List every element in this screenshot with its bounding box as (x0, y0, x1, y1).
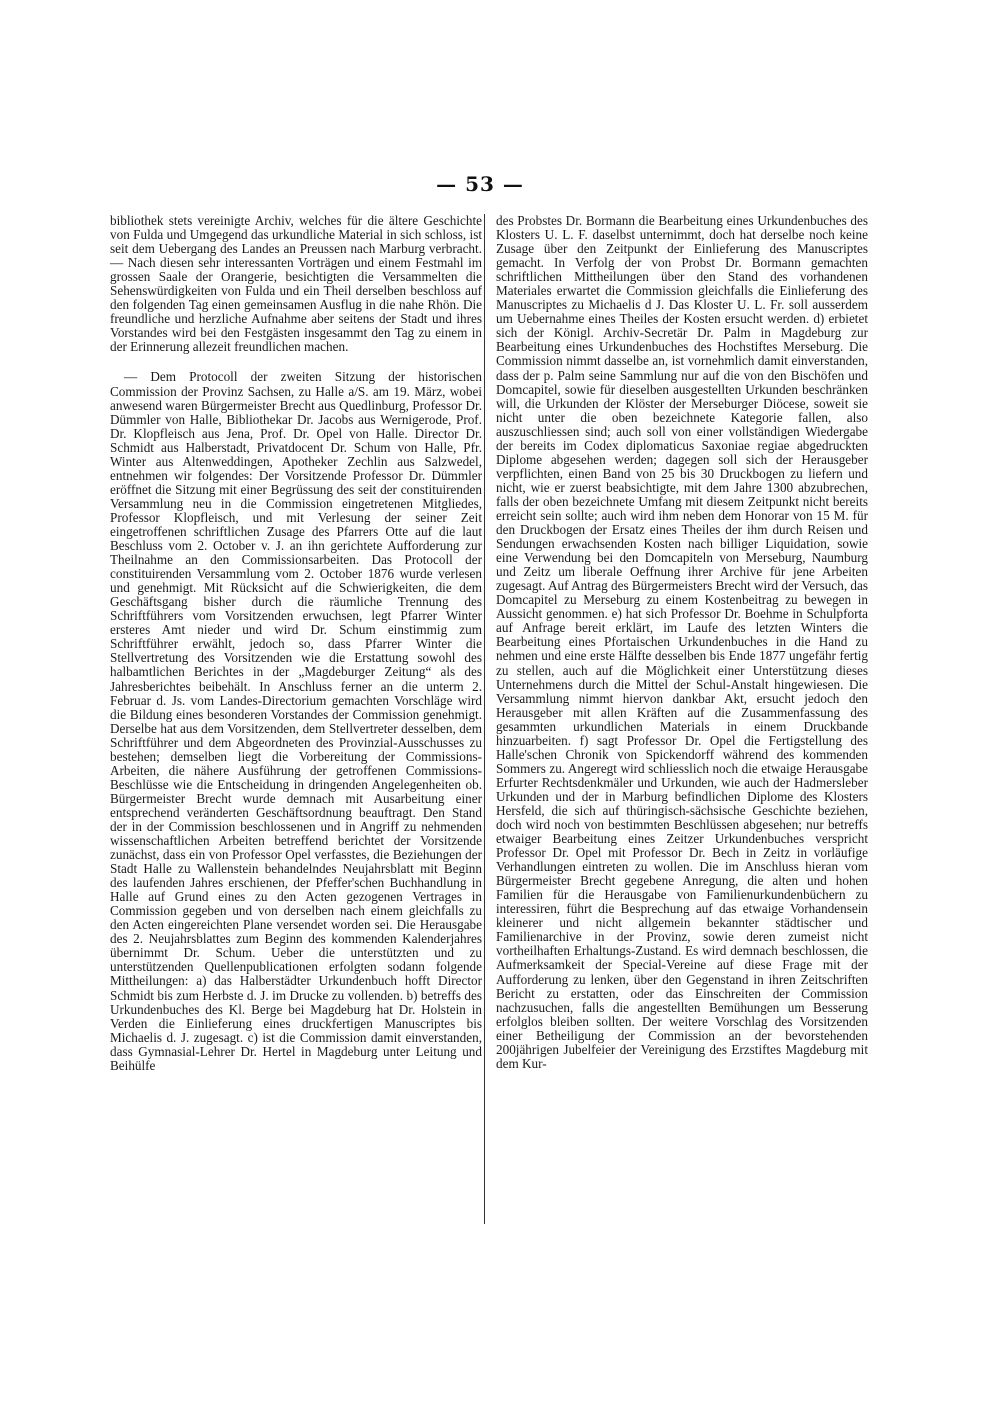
left-paragraph-2: — Dem Protocoll der zweiten Sitzung der historischen Commission der Provinz Sachsen, zu Halle a/S. am 19. März, wobei anwesend waren Bürgermeister Brecht aus Quedlinburg, Professor Dr. Dümmler von Halle, Bibliothekar Dr. Jacobs aus Wernigerode, Prof. Dr. Klopfleisch aus Jena, Prof. Dr. Opel von Halle. Director Dr. Schmidt aus Halberstadt, Privatdocent Dr. Schum von Halle, Pfr. Winter aus Altenweddingen, Apotheker Zechlin aus Salzwedel, entnehmen wir folgendes: Der Vorsitzende Professor Dr. Dümmler eröffnet die Sitzung mit einer Begrüssung des seit der constituirenden Versammlung neu in die Commission eingetretenen Mitgliedes, Professor Klopfleisch, und mit Verlesung der seiner Zeit eingetroffenen schriftlichen Zusage des Pfarrers Otte auf die laut Beschluss vom 2. October v. J. an ihn gerichtete Aufforderung zur Theilnahme an den Commissionsarbeiten. Das Protocoll der constituirenden Versammlung vom 2. October 1876 wurde verlesen und genehmigt. Mit Rücksicht auf die Schwierigkeiten, die dem Geschäftsgang bisher durch die räumliche Trennung des Schriftführers vom Vorsitzenden erwuchsen, legt Pfarrer Winter ersteres Amt nieder und wird Dr. Schum einstimmig zum Schriftführer erwählt, jedoch so, dass Pfarrer Winter die Stellvertretung des Vorsitzenden wie die Erstattung sowohl des halbamtlichen Berichtes in der „Magdeburger Zeitung“ als des Jahresberichtes beibehält. In Anschluss ferner an die unterm 2. Februar d. Js. vom Landes-Directorium gemachten Vorschläge wird die Bildung eines besonderen Vorstandes der Commission genehmigt. Derselbe hat aus dem Vorsitzenden, dem Stellvertreter desselben, dem Schriftführer und dem Abgeordneten des Provinzial-Ausschusses zu bestehen; demselben liegt die Vorbereitung der Commissions-Arbeiten, die nähere Ausführung der getroffenen Commissions-Beschlüsse wie die Entscheidung in dringenden Angelegenheiten ob. Bürgermeister Brecht wurde demnach mit Ausarbeitung einer entsprechend veränderten Geschäftsordnung beauftragt. Den Stand der in der Commission beschlossenen und in Angriff zu nehmenden wissenschaftlichen Arbeiten betreffend berichtet der Vorsitzende zunächst, dass ein von Professor Opel verfasstes, die Beziehungen der Stadt Halle zu Wallenstein behandelndes Neujahrsblatt mit Beginn des laufenden Jahres erschienen, der Pfeffer'schen Buchhandlung in Halle auf Grund eines zu den Acten gezogenen Vertrages in Commission gegeben und von derselben nach einem gleichfalls zu den Acten eingereichten Plane versendet worden sei. Die Herausgabe des 2. Neujahrsblattes zum Beginn des kommenden Kalenderjahres übernimmt Dr. Schum. Ueber die unterstützten und zu unterstützenden Quellenpublicationen erfolgten sodann folgende Mittheilungen: a) das Halberstädter Urkundenbuch hofft Director Schmidt bis zum Herbste d. J. im Drucke zu vollenden. b) betreffs des Urkundenbuches des Kl. Berge bei Magdeburg hat Dr. Holstein in Verden die Einlieferung eines druckfertigen Manuscriptes bis Michaelis d. J. zugesagt. c) ist die Commission damit einverstanden, dass Gymnasial-Lehrer Dr. Hertel in Magdeburg unter Leitung und Beihülfe (110, 369, 482, 1073)
left-paragraph-1: bibliothek stets vereinigte Archiv, welches für die ältere Geschichte von Fulda und Umgegend das urkundliche Material in sich schloss, ist seit dem Uebergang des Landes an Preussen nach Marburg verbracht. — Nach diesen sehr interessanten Vorträgen und einem Festmahl im grossen Saale der Orangerie, besichtigten die Versammelten die Sehenswürdigkeiten von Fulda und ein Theil derselben beschloss auf den folgenden Tag einen gemeinsamen Ausflug in die nahe Rhön. Die freundliche und herzliche Aufnahme aber seitens der Stadt und ihres Vorstandes wird bei den Festgästen insgesammt den Tag zu einem in der Erinnerung allezeit freundlichen machen. (110, 213, 482, 355)
page-number: — 53 — (436, 172, 524, 196)
right-column (496, 214, 868, 1071)
column-divider (484, 214, 485, 1224)
right-paragraph-1: des Probstes Dr. Bormann die Bearbeitung eines Urkundenbuches des Klosters U. L. F. daselbst unternimmt, doch hat derselbe noch keine Zusage über den Zeitpunkt der Einlieferung des Manuscriptes gemacht. In Verfolg der von Probst Dr. Bormann gemachten schriftlichen Mittheilungen über den Stand des vorhandenen Materiales erwartet die Commission gleichfalls die Einlieferung des Manuscriptes zu Michaelis d J. Das Kloster U. L. Fr. soll ausserdem um Uebernahme eines Theiles der Kosten ersucht werden. d) erbietet sich der Königl. Archiv-Secretär Dr. Palm in Magdeburg zur Bearbeitung eines Urkundenbuches des Hochstiftes Merseburg. Die Commission nimmt dasselbe an, ist vornehmlich damit einverstanden, dass der p. Palm seine Sammlung nur auf die von den Bischöfen und Domcapitel, sowie für dieselben ausgestellten Urkunden beschränken will, die Urkunden der Klöster der Merseburger Diöcese, soweit sie nicht unter die oben bezeichnete Kategorie fallen, also auszuschliessen sind; auch soll von einer vollständigen Wiedergabe der bereits im Codex diplomaticus Saxoniae regiae abgedruckten Diplome abgesehen werden; dagegen soll sich der Herausgeber verpflichten, einen Band von 25 bis 30 Druckbogen zu liefern und nicht, wie er zuerst beabsichtigte, mit dem Jahre 1300 abzubrechen, falls der oben bezeichnete Umfang mit diesem Zeitpunkt nicht bereits erreicht sein sollte; auch wird ihm neben dem Honorar von 15 M. für den Druckbogen der Ersatz eines Theiles der ihm durch Reisen und Sendungen erwachsenden Kosten nach billiger Liquidation, sowie eine Verwendung bei den Domcapiteln von Merseburg, Naumburg und Zeitz um liberale Oeffnung ihrer Archive für jene Arbeiten zugesagt. Auf Antrag des Bürgermeisters Brecht wird der Versuch, das Domcapitel zu Merseburg zu einem Kostenbeitrag zu bewegen in Aussicht genommen. e) hat sich Professor Dr. Boehme in Schulpforta auf Anfrage bereit erklärt, im Laufe des letzten Winters die Bearbeitung eines Pfortaischen Urkundenbuches in die Hand zu nehmen und eine erste Hälfte desselben bis Ende 1877 ungefähr fertig zu stellen, auch auf die Möglichkeit einer Unterstützung dieses Unternehmens durch die Mittel der Schul-Anstalt hingewiesen. Die Versammlung nimmt hiervon dankbar Akt, ersucht jedoch den Herausgeber mit allen Kräften auf die Zusammenfassung des gesammten urkundlichen Materials in einem Druckbande hinzuarbeiten. f) sagt Professor Dr. Opel die Fertigstellung des Halle'schen Chronik von Spickendorff während des kommenden Sommers zu. Angeregt wird schliesslich noch die etwaige Herausgabe Erfurter Rechtsdenkmäler und Urkunden, wie auch der Hadmersleber Urkunden und der in Marburg befindlichen Diplome des Klosters Hersfeld, die sich auf thüringisch-sächsische Geschichte beziehen, doch wird noch von bestimmten Beschlüssen abgesehen; nur betreffs etwaiger Bearbeitung eines Zeitzer Urkundenbuches verspricht Professor Dr. Opel mit Professor Dr. Bech in Zeitz in vorläufige Verhandlungen eintreten zu wollen. Die im Anschluss hieran vom Bürgermeister Brecht gegebene Anregung, die alten und hohen Familien für die Herausgabe von Familienurkundenbüchern zu interessiren, führt die Besprechung auf das etwaige Vorhandensein kleinerer und nicht allgemein bekannter städtischer und Familienarchive in der Provinz, sowie deren zumeist nicht vortheilhaften Erhaltungs-Zustand. Es wird demnach beschlossen, die Aufmerksamkeit der Special-Vereine auf diese Frage mit der Aufforderung zu lenken, über den Gegenstand in ihren Zeitschriften Bericht zu erstatten, oder das Einschreiten der Commission nachzusuchen, falls die angestellten Bemühungen um Besserung erfolglos bleiben sollten. Der weitere Vorschlag des Vorsitzenden einer Betheiligung der Commission an der bevorstehenden 200jährigen Jubelfeier der Vereinigung des Erzstiftes Magdeburg mit dem Kur- (496, 213, 868, 1071)
left-column (110, 214, 482, 1073)
